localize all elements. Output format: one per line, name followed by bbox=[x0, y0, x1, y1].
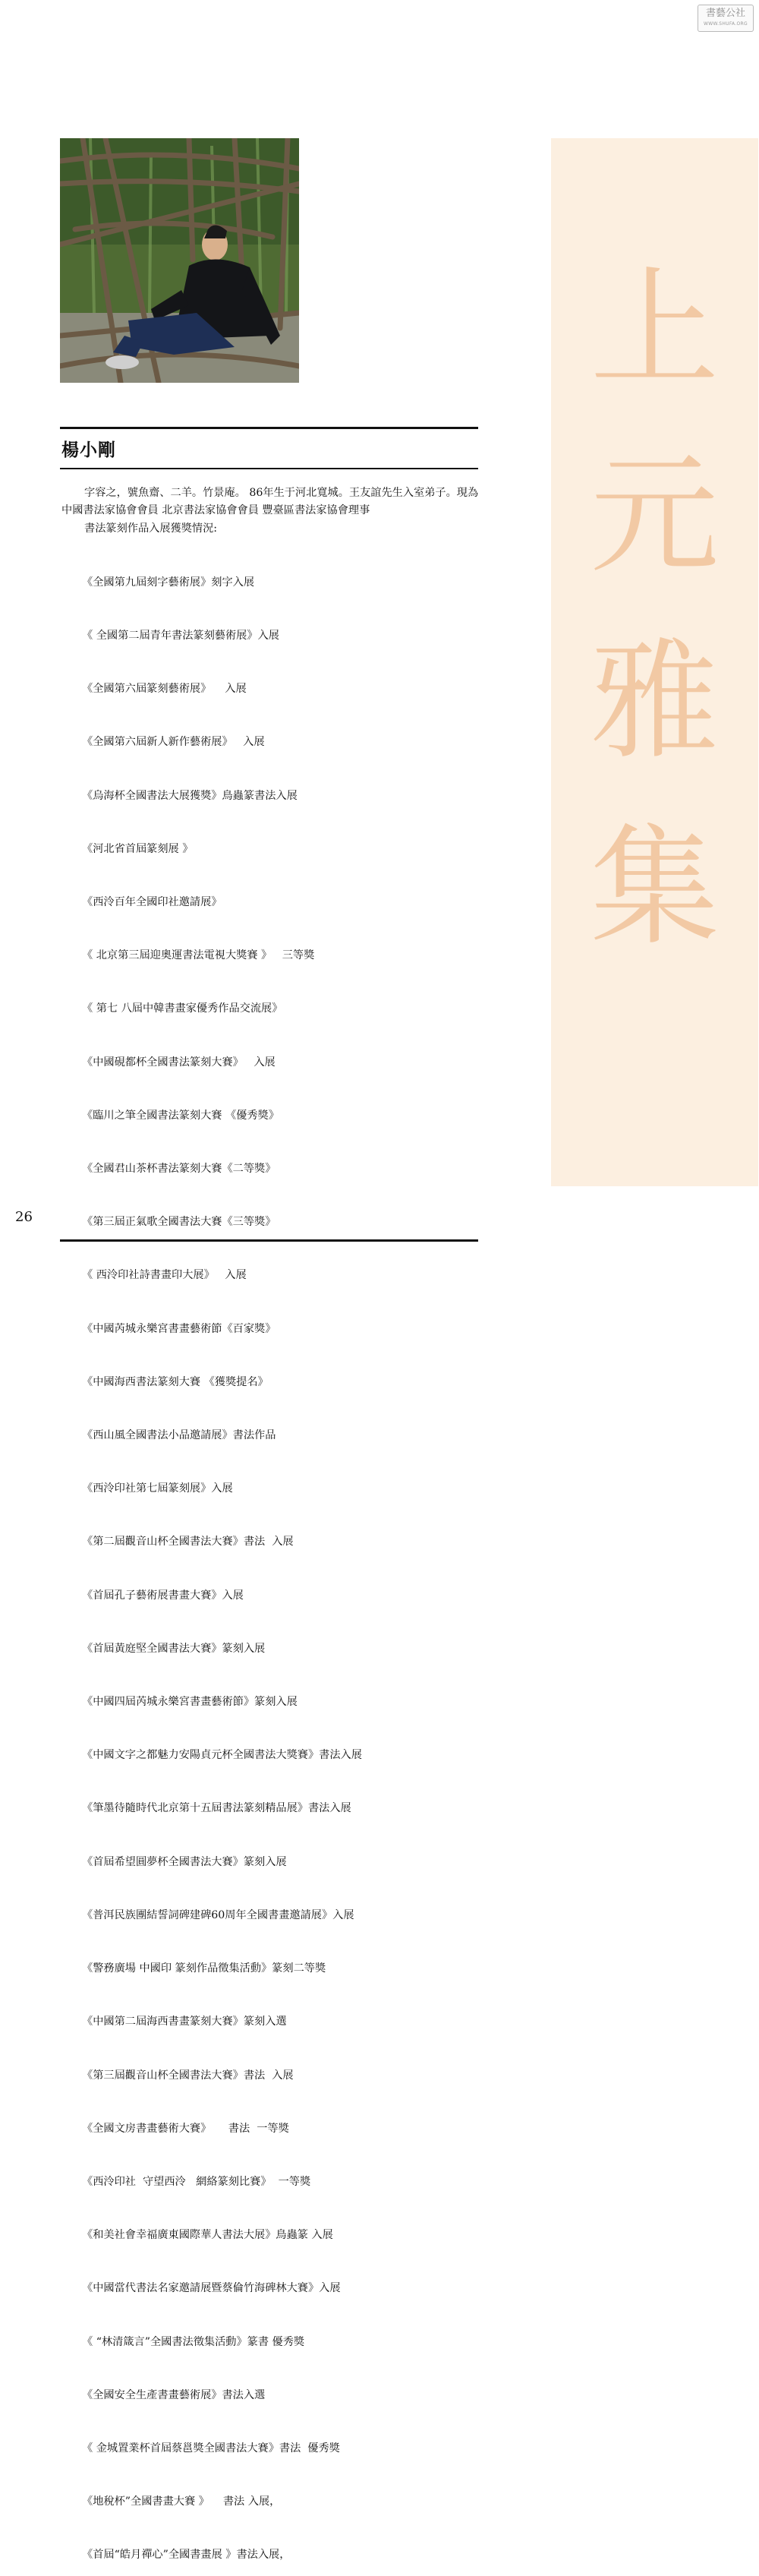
artist-photo bbox=[60, 138, 299, 383]
list-item: 《中國海西書法篆刻大賽 《獲獎提名》 bbox=[82, 1375, 269, 1388]
list-item: 《全國君山茶杯書法篆刻大賽《二等獎》 bbox=[82, 1163, 276, 1176]
name-divider bbox=[60, 468, 478, 469]
list-item: 《普洱民族團結誓詞碑建碑60周年全國書畫邀請展》入展 bbox=[82, 1908, 354, 1921]
list-item: 《第二屆觀音山杯全國書法大賽》書法 入展 bbox=[82, 1536, 294, 1548]
awards-heading: 書法篆刻作品入展獲獎情況: bbox=[84, 522, 218, 535]
list-item: 《西泠百年全國印社邀請展》 bbox=[82, 896, 222, 909]
logo-main-text: 書藝公社 bbox=[705, 8, 745, 19]
list-item: 《 “林清箴言”全國書法徵集活動》篆書 優秀獎 bbox=[82, 2335, 305, 2348]
list-item: 《首屆黃庭堅全國書法大賽》篆刻入展 bbox=[82, 1642, 266, 1655]
list-item: 《第三屆正氣歌全國書法大賽《三等獎》 bbox=[82, 1216, 276, 1229]
band-char: 上 bbox=[590, 254, 720, 405]
awards-list bbox=[82, 538, 362, 2576]
artist-name: 楊小剛 bbox=[61, 440, 116, 460]
list-item: 《河北省首屆篆刻展 》 bbox=[82, 842, 194, 855]
artist-photo-image bbox=[60, 138, 299, 383]
list-item: 《全國第六屆篆刻藝術展》 入展 bbox=[82, 683, 247, 696]
list-item: 《臨川之筆全國書法篆刻大賽 《優秀獎》 bbox=[82, 1109, 279, 1122]
list-item: 《全國第九屆刻字藝術展》刻字入展 bbox=[82, 576, 255, 589]
top-divider bbox=[60, 427, 478, 429]
list-item: 《西泠印社第七屆篆刻展》入展 bbox=[82, 1482, 233, 1495]
logo-url-text: WWW.SHUFA.ORG bbox=[704, 21, 748, 27]
list-item: 《筆墨待隨時代北京第十五屆書法篆刻精品展》書法入展 bbox=[82, 1802, 351, 1815]
list-item: 《中國硯都杯全國書法篆刻大賽》 入展 bbox=[82, 1056, 276, 1069]
list-item: 《中國文字之都魅力安陽貞元杯全國書法大獎賽》書法入展 bbox=[82, 1749, 362, 1762]
site-logo bbox=[698, 5, 754, 32]
bio-intro: 字容之，號魚齋、二羊。竹景庵。 86年生于河北寬城。王友誼先生入室弟子。現為中國書法家協會會員 北京書法家協會會員 豐臺區書法家協會理事 bbox=[61, 487, 479, 517]
list-item: 《 北京第三屆迎奧運書法電視大獎賽 》 三等獎 bbox=[82, 949, 315, 962]
list-item: 《全國第六屆新人新作藝術展》 入展 bbox=[82, 736, 265, 749]
list-item: 《西泠印社 守望西泠 網絡篆刻比賽》 一等獎 bbox=[82, 2175, 311, 2188]
list-item: 《中國當代書法名家邀請展暨蔡倫竹海碑林大賽》入展 bbox=[82, 2282, 341, 2295]
list-item: 《 西泠印社詩書畫印大展》 入展 bbox=[82, 1269, 247, 1282]
bottom-divider bbox=[60, 1239, 478, 1242]
list-item: 《中國第二屆海西書畫篆刻大賽》篆刻入選 bbox=[82, 2016, 287, 2028]
list-item: 《全國安全生產書畫藝術展》書法入選 bbox=[82, 2388, 266, 2401]
list-item: 《烏海杯全國書法大展獲獎》鳥蟲篆書法入展 bbox=[82, 789, 298, 802]
list-item: 《地稅杯”全國書畫大賽 》 書法 入展， bbox=[82, 2496, 281, 2508]
list-item: 《全國文房書畫藝術大賽》 書法 一等獎 bbox=[82, 2122, 289, 2135]
page-number: 26 bbox=[15, 1209, 33, 1225]
list-item: 《西山風全國書法小品邀請展》書法作品 bbox=[82, 1429, 276, 1442]
list-item: 《首屆希望圓夢杯全國書法大賽》篆刻入展 bbox=[82, 1855, 287, 1868]
list-item: 《 全國第二屆青年書法篆刻藝術展》入展 bbox=[82, 630, 279, 642]
list-item: 《和美社會幸福廣東國際華人書法大展》鳥蟲篆 入展 bbox=[82, 2229, 333, 2242]
list-item: 《 第七 八屆中韓書畫家優秀作品交流展》 bbox=[82, 1002, 283, 1015]
decorative-title-band bbox=[551, 138, 758, 1186]
list-item: 《警務廣場 中國印 篆刻作品徵集活動》篆刻二等獎 bbox=[82, 1962, 326, 1975]
list-item: 《首屆“皓月禪心”全國書畫展 》書法入展， bbox=[82, 2549, 291, 2562]
band-title bbox=[551, 237, 758, 981]
list-item: 《中國芮城永樂宮書畫藝術節《百家獎》 bbox=[82, 1322, 276, 1335]
list-item: 《中國四屆芮城永樂宮書畫藝術節》篆刻入展 bbox=[82, 1696, 298, 1709]
list-item: 《第三屆觀音山杯全國書法大賽》書法 入展 bbox=[82, 2069, 294, 2082]
band-char: 集 bbox=[590, 813, 720, 963]
band-char: 元 bbox=[590, 440, 720, 591]
list-item: 《 金城置業杯首屆蔡邕獎全國書法大賽》書法 優秀獎 bbox=[82, 2442, 340, 2454]
band-char: 雅 bbox=[590, 627, 720, 777]
list-item: 《首屆孔子藝術展書畫大賽》入展 bbox=[82, 1589, 244, 1602]
artist-bio bbox=[61, 485, 487, 520]
